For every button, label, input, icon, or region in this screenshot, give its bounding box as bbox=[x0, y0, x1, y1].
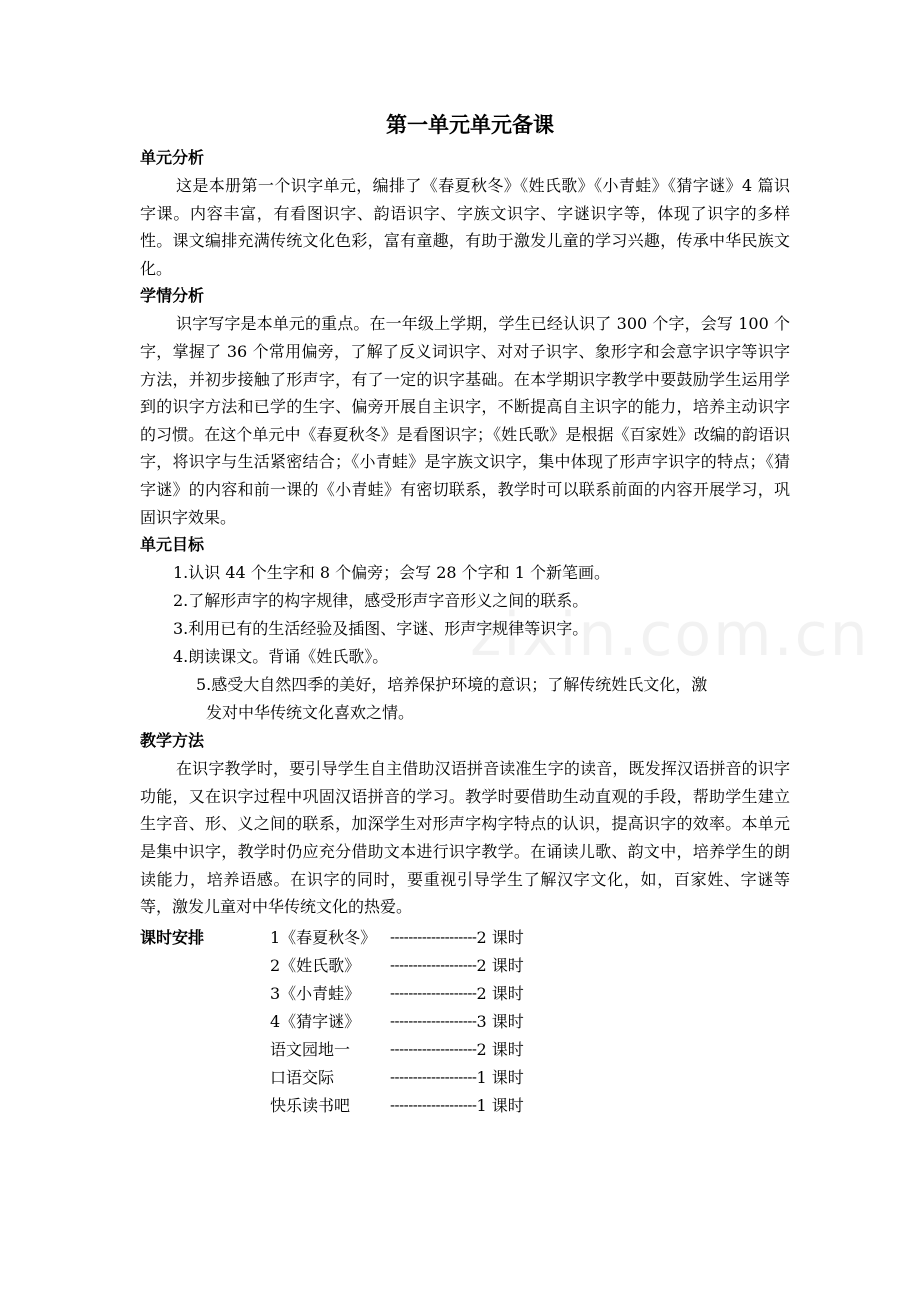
leader-dashes: ------------------- bbox=[390, 1097, 477, 1114]
methods-text: 在识字教学时，要引导学生自主借助汉语拼音读准生字的读音，既发挥汉语拼音的识字功能，又在识字过程中巩固汉语拼音的学习。教学时要借助生动直观的手段，帮助学生建立生字音、形、义之间的联系，加深学生对形声字构字特点的认识，提高识字的效率。本单元是集中识字，教学时仍应充分借助文本进行识字教学。在诵读儿歌、韵文中，培养学生的朗读能力，培养语感。在识字的同时，要重视引导学生了解汉字文化，如，百家姓、字谜等等，激发儿童对中华传统文化的热爱。 bbox=[140, 759, 790, 917]
objective-item: 2.了解形声字的构字规律，感受形声字音形义之间的联系。 bbox=[173, 591, 589, 611]
leader-dashes: ------------------- bbox=[390, 929, 477, 946]
leader-dashes: ------------------- bbox=[390, 957, 477, 974]
lesson-name: 口语交际 bbox=[270, 1067, 335, 1087]
lesson-hours: 2 课时 bbox=[476, 955, 524, 975]
objectives-heading: 单元目标 bbox=[140, 535, 205, 555]
student-analysis-text: 识字写字是本单元的重点。在一年级上学期，学生已经认识了 300 个字，会写 100 个字，掌握了 36 个常用偏旁，了解了反义词识字、对对子识字、象形字和会意字识字等识字方法，并初步接触了形声字，有了一定的识字基础。在本学期识字教学中要鼓励学生运用学到的识字方法和已学的生字、偏旁开展自主识字，不断提高自主识字的能力，培养主动识字的习惯。在这个单元中《春夏秋冬》是看图识字；《姓氏歌》是根据《百家姓》改编的韵语识字，将识字与生活紧密结合；《小青蛙》是字族文识字，集中体现了形声字识字的特点；《猜字谜》的内容和前一课的《小青蛙》有密切联系，教学时可以联系前面的内容开展学习，巩固识字效果。 bbox=[140, 314, 790, 527]
objective-item-5-line1: 5.感受大自然四季的美好，培养保护环境的意识；了解传统姓氏文化，激 bbox=[196, 675, 708, 695]
schedule-row bbox=[270, 1036, 524, 1064]
objective-item: 4.朗读课文。背诵《姓氏歌》。 bbox=[173, 647, 389, 667]
schedule-row bbox=[270, 1092, 524, 1120]
page-title: 第一单元单元备课 bbox=[386, 112, 554, 137]
schedule-row bbox=[270, 924, 524, 952]
document-page bbox=[140, 108, 790, 1120]
schedule-row bbox=[270, 980, 524, 1008]
schedule-row bbox=[270, 1064, 524, 1092]
objective-item: 1.认识 44 个生字和 8 个偏旁；会写 28 个字和 1 个新笔画。 bbox=[173, 563, 611, 583]
objective-item: 3.利用已有的生活经验及插图、字谜、形声字规律等识字。 bbox=[173, 619, 589, 639]
lesson-hours: 1 课时 bbox=[476, 1067, 524, 1087]
lesson-name: 4《猜字谜》 bbox=[270, 1011, 361, 1031]
objectives-list bbox=[140, 559, 790, 727]
lesson-name: 3《小青蛙》 bbox=[270, 983, 361, 1003]
schedule-section bbox=[140, 924, 790, 1120]
leader-dashes: ------------------- bbox=[390, 1041, 477, 1058]
objective-item-5 bbox=[196, 671, 790, 727]
leader-dashes: ------------------- bbox=[390, 1013, 477, 1030]
schedule-row bbox=[270, 952, 524, 980]
student-analysis-heading: 学情分析 bbox=[140, 286, 205, 306]
methods-heading: 教学方法 bbox=[140, 731, 205, 751]
lesson-name: 2《姓氏歌》 bbox=[270, 955, 361, 975]
lesson-name: 快乐读书吧 bbox=[270, 1095, 351, 1115]
lesson-hours: 2 课时 bbox=[476, 1039, 524, 1059]
objective-item-5-line2: 发对中华传统文化喜欢之情。 bbox=[206, 703, 415, 723]
lesson-hours: 2 课时 bbox=[476, 927, 524, 947]
unit-analysis-heading: 单元分析 bbox=[140, 148, 205, 167]
unit-analysis-text: 这是本册第一个识字单元，编排了《春夏秋冬》《姓氏歌》《小青蛙》《猜字谜》4 篇识字课。内容丰富，有看图识字、韵语识字、字族文识字、字谜识字等，体现了识字的多样性。课文编排充满传统文化色彩，富有童趣，有助于激发儿童的学习兴趣，传承中华民族文化。 bbox=[140, 176, 790, 278]
lesson-hours: 1 课时 bbox=[476, 1095, 524, 1115]
leader-dashes: ------------------- bbox=[390, 1069, 477, 1086]
lesson-hours: 2 课时 bbox=[476, 983, 524, 1003]
leader-dashes: ------------------- bbox=[390, 985, 477, 1002]
schedule-list bbox=[270, 924, 524, 1120]
lesson-name: 1《春夏秋冬》 bbox=[270, 927, 377, 947]
lesson-hours: 3 课时 bbox=[476, 1011, 524, 1031]
watermark: zixin.com.cn bbox=[470, 600, 870, 670]
schedule-row bbox=[270, 1008, 524, 1036]
lesson-name: 语文园地一 bbox=[270, 1039, 351, 1059]
schedule-heading: 课时安排 bbox=[140, 927, 205, 947]
